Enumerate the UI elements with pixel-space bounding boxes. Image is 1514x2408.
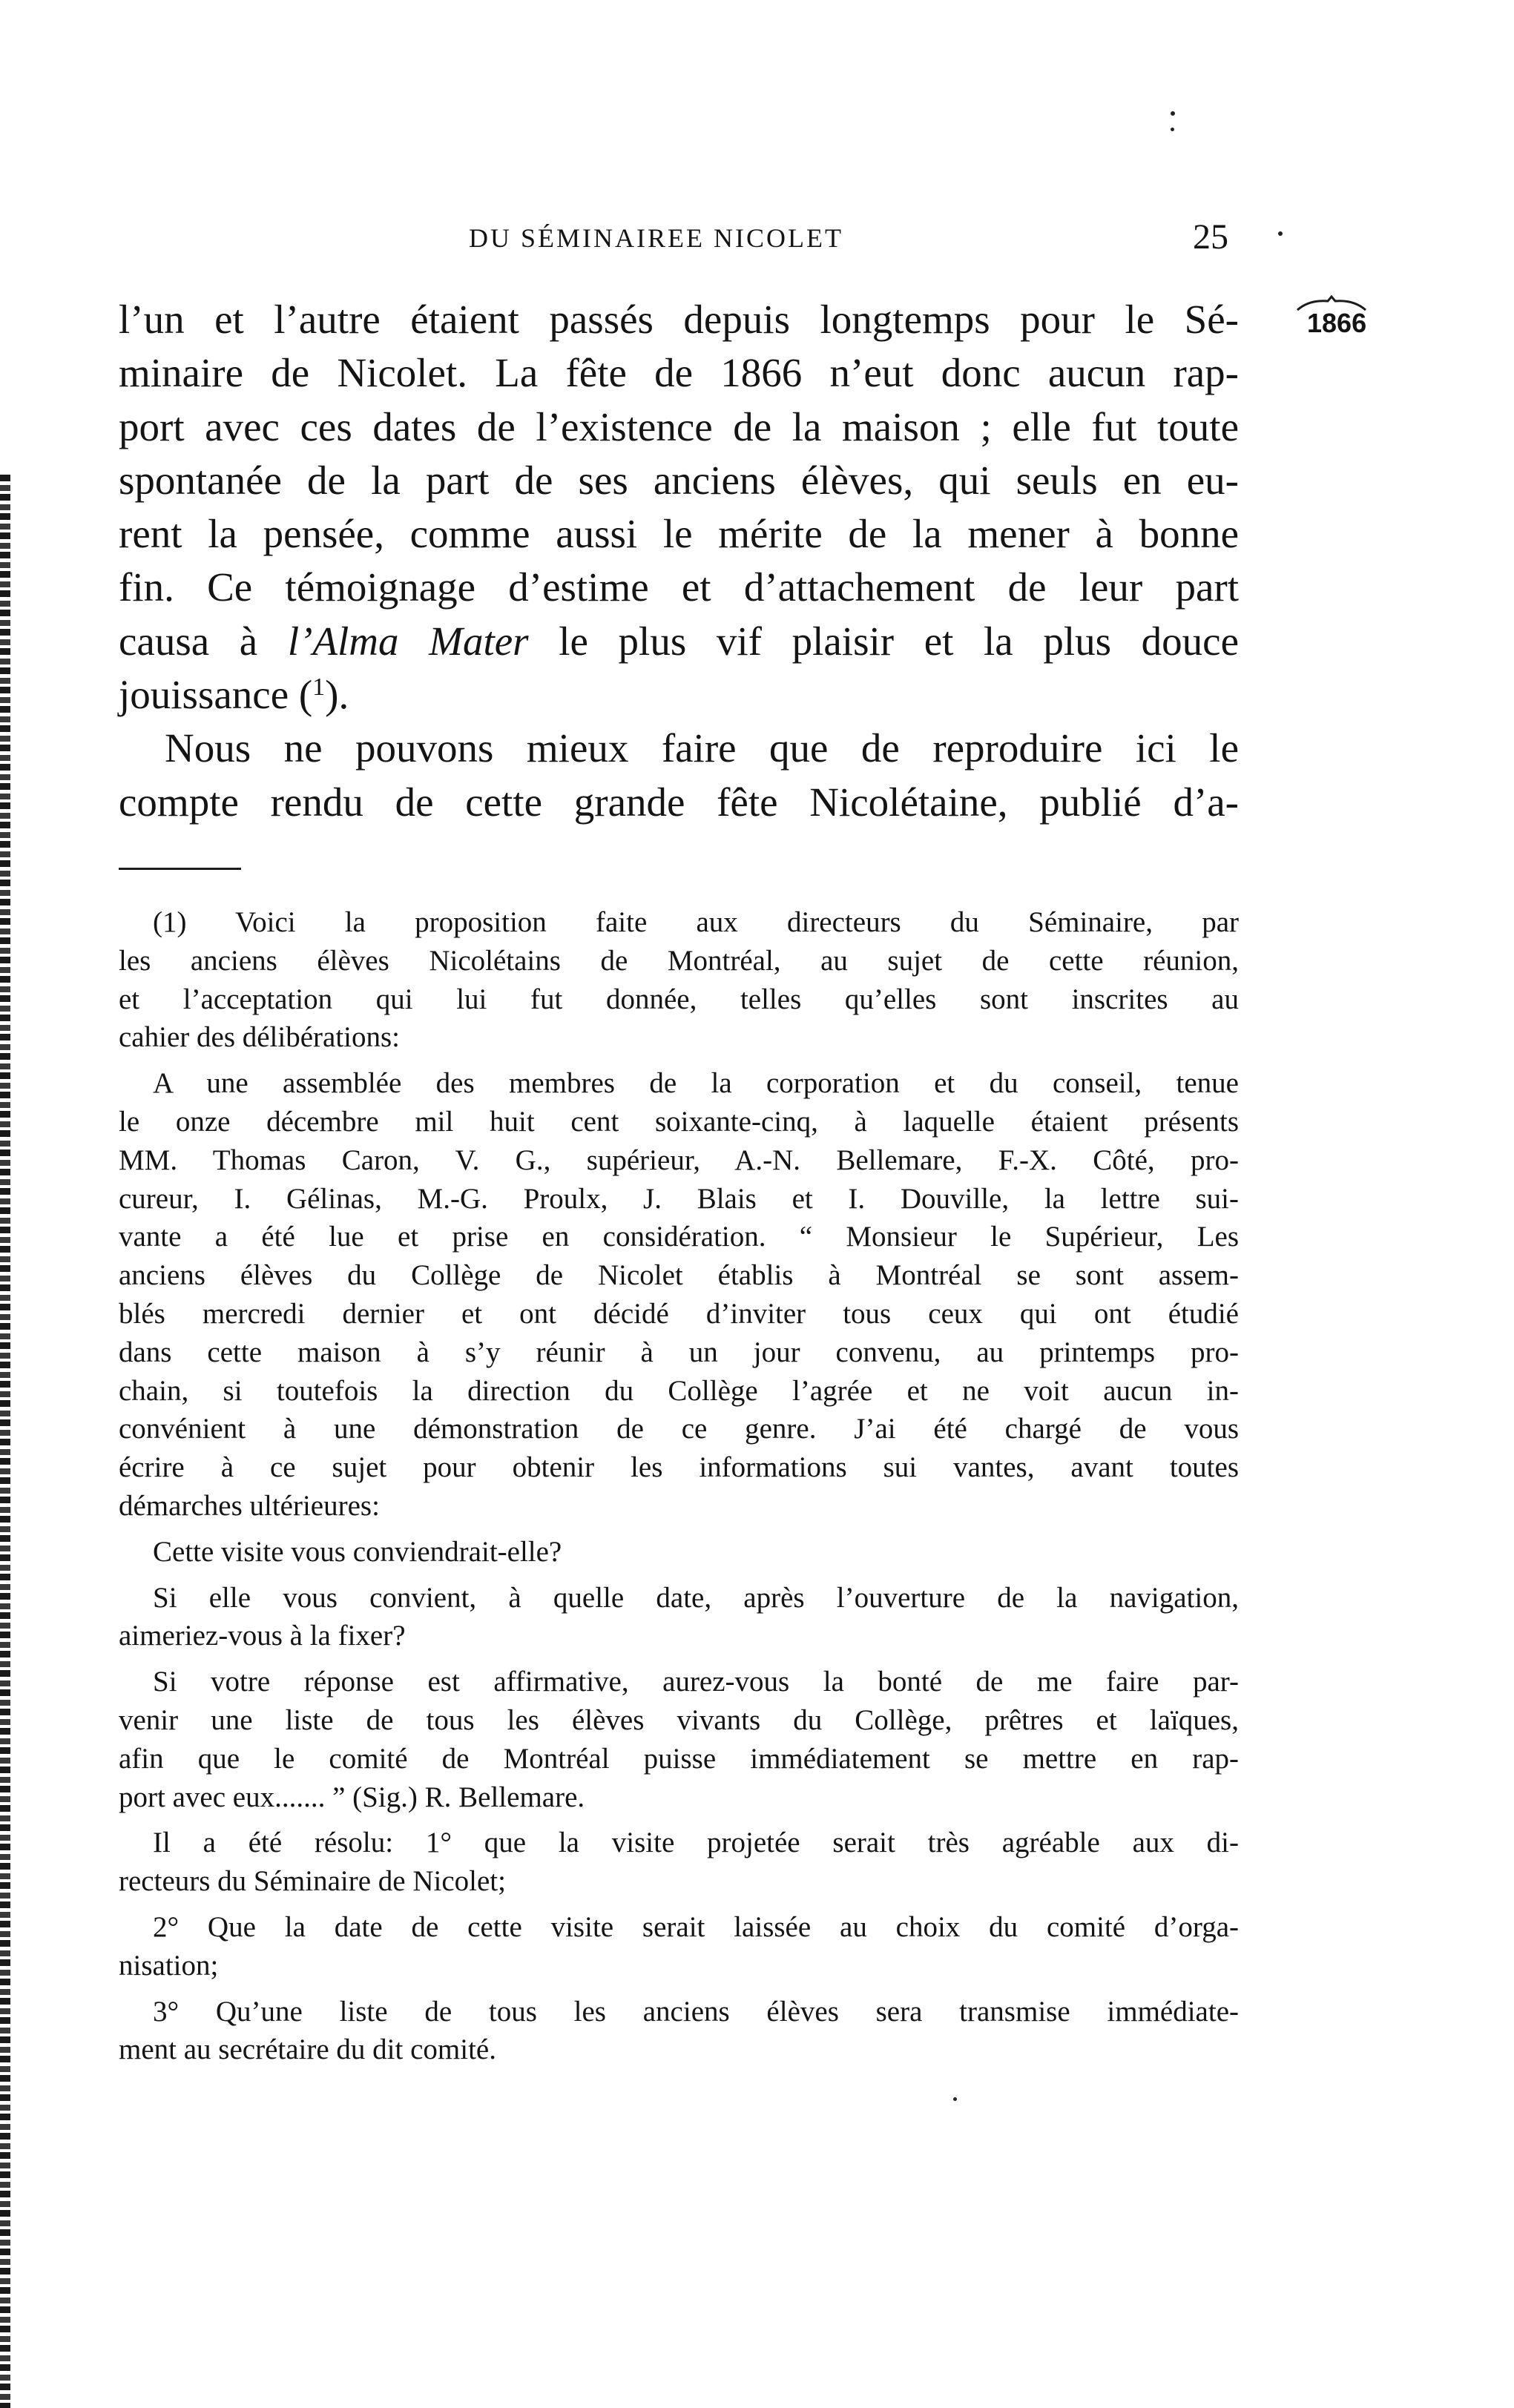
footnote-line: cureur, I. Gélinas, M.-G. Proulx, J. Blais et I. Douville, la lettre sui- <box>119 1182 1239 1215</box>
footnote-line: vante a été lue et prise en considération. “ Monsieur le Supérieur, Les <box>119 1221 1239 1253</box>
footnote-line: anciens élèves du Collège de Nicolet établis à Montréal se sont assem- <box>119 1259 1239 1292</box>
footnote-line: démarches ultérieures: <box>119 1489 380 1522</box>
footnote-line: dans cette maison à s’y réunir à un jour convenu, au printemps pro- <box>119 1336 1239 1368</box>
body-line: Nous ne pouvons mieux faire que de reproduire ici le <box>165 725 1239 771</box>
scan-speck <box>1171 111 1175 116</box>
body-line <box>119 668 1239 722</box>
body-line <box>119 615 1239 668</box>
italic-term: l’Alma Mater <box>287 618 529 664</box>
footnote-line: cahier des délibérations: <box>119 1021 401 1054</box>
running-head: DU SÉMINAIREE NICOLET <box>469 223 843 253</box>
footnote-line: le onze décembre mil huit cent soixante-cinq, à laquelle étaient présents <box>119 1105 1239 1138</box>
footnote-line: 3° Qu’une liste de tous les anciens élèves sera transmise immédiate- <box>153 1995 1239 2028</box>
footnote-line: recteurs du Séminaire de Nicolet; <box>119 1865 506 1898</box>
footnote-line: aimeriez-vous à la fixer? <box>119 1620 406 1652</box>
scan-speck <box>1278 231 1283 236</box>
margin-year: 1866 <box>1307 308 1367 338</box>
main-text <box>119 293 1239 829</box>
footnote-line: blés mercredi dernier et ont décidé d’inviter tous ceux qui ont étudié <box>119 1297 1239 1330</box>
footnote-line: et l’acceptation qui lui fut donnée, telles qu’elles sont inscrites au <box>119 983 1239 1015</box>
footnote-line: nisation; <box>119 1949 219 1982</box>
footnote-line: MM. Thomas Caron, V. G., supérieur, A.-N. Bellemare, F.-X. Côté, pro- <box>119 1144 1239 1176</box>
footnote-rule <box>119 868 241 870</box>
footnote-line: chain, si toutefois la direction du Collège l’agrée et ne voit aucun in- <box>119 1374 1239 1407</box>
body-line: fin. Ce témoignage d’estime et d’attachement de leur part <box>119 564 1239 610</box>
footnote-line: 2° Que la date de cette visite serait laissée au choix du comité d’orga- <box>153 1910 1239 1943</box>
scan-speck <box>953 2097 957 2101</box>
footnote-line: écrire à ce sujet pour obtenir les informations sui vantes, avant toutes <box>119 1451 1239 1484</box>
body-text: ). <box>325 672 349 718</box>
page-number: 25 <box>1193 217 1228 257</box>
body-line: minaire de Nicolet. La fête de 1866 n’eut donc aucun rap- <box>119 350 1239 396</box>
footnote-line: A une assemblée des membres de la corporation et du conseil, tenue <box>153 1067 1239 1100</box>
body-line: compte rendu de cette grande fête Nicolétaine, publié d’a- <box>119 779 1239 825</box>
footnote-line: (1) Voici la proposition faite aux directeurs du Séminaire, par <box>153 906 1239 938</box>
footnote-line: afin que le comité de Montréal puisse immédiatement se mettre en rap- <box>119 1742 1239 1775</box>
body-text: causa à <box>119 618 288 664</box>
body-line: rent la pensée, comme aussi le mérite de la mener à bonne <box>119 511 1239 557</box>
footnote-line: Il a été résolu: 1° que la visite projetée serait très agréable aux di- <box>153 1827 1239 1859</box>
body-line: port avec ces dates de l’existence de la maison ; elle fut toute <box>119 403 1239 449</box>
footnote-line: convénient à une démonstration de ce genre. J’ai été chargé de vous <box>119 1413 1239 1445</box>
footnote-line: Si votre réponse est affirmative, aurez-vous la bonté de me faire par- <box>153 1666 1239 1698</box>
footnote-line: les anciens élèves Nicolétains de Montréal, au sujet de cette réunion, <box>119 944 1239 977</box>
body-text: jouissance ( <box>119 672 313 718</box>
footnote-line: venir une liste de tous les élèves vivants du Collège, prêtres et laïques, <box>119 1703 1239 1736</box>
footnote-line: ment au secrétaire du dit comité. <box>119 2033 496 2066</box>
footnote-line: Si elle vous convient, à quelle date, après l’ouverture de la navigation, <box>153 1581 1239 1614</box>
body-line: l’un et l’autre étaient passés depuis longtemps pour le Sé- <box>119 297 1239 342</box>
footnote <box>119 903 1239 2069</box>
scan-binding-edge <box>0 475 10 2408</box>
footnote-marker: 1 <box>312 673 326 702</box>
scan-speck <box>1171 128 1174 131</box>
footnote-line: port avec eux....... ” (Sig.) R. Bellemare. <box>119 1781 585 1813</box>
body-line: spontanée de la part de ses anciens élèves, qui seuls en eu- <box>119 457 1239 503</box>
body-text: le plus vif plaisir et la plus douce <box>528 618 1239 664</box>
footnote-line: Cette visite vous conviendrait-elle? <box>153 1535 562 1568</box>
